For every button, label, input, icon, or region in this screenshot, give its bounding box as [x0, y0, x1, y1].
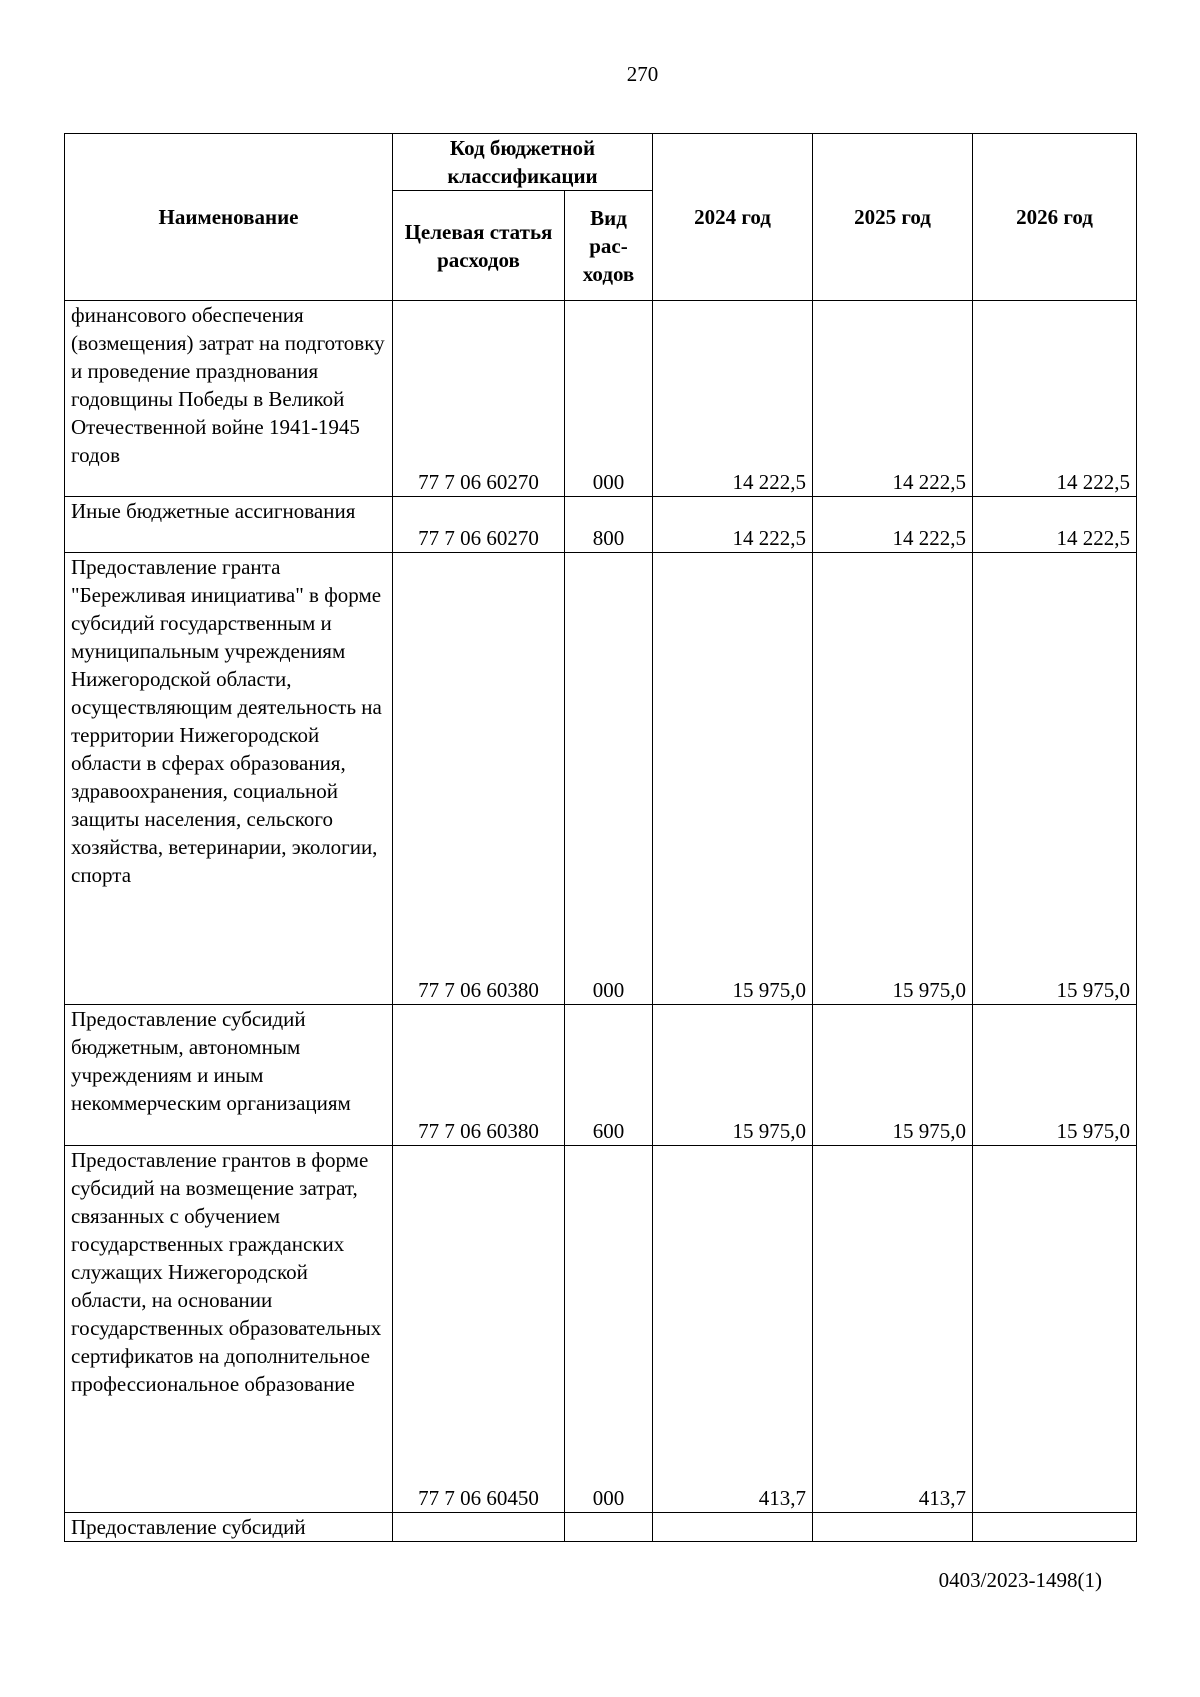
row-2026: 14 222,5 — [973, 497, 1137, 553]
row-kind: 000 — [565, 1146, 653, 1513]
row-2024: 14 222,5 — [653, 301, 813, 497]
row-2025: 413,7 — [813, 1146, 973, 1513]
page-number: 270 — [626, 62, 659, 86]
row-2024: 15 975,0 — [653, 1005, 813, 1146]
row-2025: 15 975,0 — [813, 1005, 973, 1146]
row-2026: 15 975,0 — [973, 553, 1137, 1005]
row-2024: 15 975,0 — [653, 553, 813, 1005]
header-budget-code: Код бюджетной классификации — [393, 134, 653, 191]
row-name: Предоставление субсидий бюджетным, автономным учреждениям и иным некоммерческим организациям — [65, 1005, 393, 1146]
row-name: Предоставление субсидий — [65, 1513, 393, 1542]
header-name: Наименование — [65, 134, 393, 301]
row-code — [393, 1513, 565, 1542]
row-code: 77 7 06 60270 — [393, 497, 565, 553]
header-2026: 2026 год — [973, 134, 1137, 301]
header-target-item: Целевая статья расходов — [393, 191, 565, 301]
table-row — [65, 1005, 1137, 1146]
table-row — [65, 1146, 1137, 1513]
row-2024: 14 222,5 — [653, 497, 813, 553]
row-2026: 15 975,0 — [973, 1005, 1137, 1146]
document-code: 0403/2023-1498(1) — [938, 1568, 1102, 1592]
table-row — [65, 553, 1137, 1005]
row-2026: 14 222,5 — [973, 301, 1137, 497]
header-2025: 2025 год — [813, 134, 973, 301]
header-2024: 2024 год — [653, 134, 813, 301]
row-2025 — [813, 1513, 973, 1542]
header-expense-type: Вид рас-ходов — [565, 191, 653, 301]
row-name: финансового обеспечения (возмещения) затрат на подготовку и проведение празднования годовщины Победы в Великой Отечественной войне 1941-1945 годов — [65, 301, 393, 497]
row-code: 77 7 06 60380 — [393, 553, 565, 1005]
row-code: 77 7 06 60270 — [393, 301, 565, 497]
row-code: 77 7 06 60450 — [393, 1146, 565, 1513]
table-row — [65, 1513, 1137, 1542]
row-name: Предоставление грантов в форме субсидий на возмещение затрат, связанных с обучением государственных гражданских служащих Нижегородской области, на основании государственных образовательных сертификатов на дополнительное профессиональное образование — [65, 1146, 393, 1513]
row-kind: 000 — [565, 301, 653, 497]
row-2026 — [973, 1513, 1137, 1542]
row-2025: 14 222,5 — [813, 301, 973, 497]
row-kind: 000 — [565, 553, 653, 1005]
row-code: 77 7 06 60380 — [393, 1005, 565, 1146]
row-2024: 413,7 — [653, 1146, 813, 1513]
table-row — [65, 497, 1137, 553]
row-name: Предоставление гранта "Бережливая инициатива" в форме субсидий государственным и муниципальным учреждениям Нижегородской области, осуществляющим деятельность на территории Нижегородской области в сферах образования, здравоохранения, социальной защиты населения, сельского хозяйства, ветеринарии, экологии, спорта — [65, 553, 393, 1005]
row-kind: 600 — [565, 1005, 653, 1146]
row-kind — [565, 1513, 653, 1542]
table-row — [65, 301, 1137, 497]
row-2025: 15 975,0 — [813, 553, 973, 1005]
row-name: Иные бюджетные ассигнования — [65, 497, 393, 553]
row-2024 — [653, 1513, 813, 1542]
row-2026 — [973, 1146, 1137, 1513]
row-2025: 14 222,5 — [813, 497, 973, 553]
row-kind: 800 — [565, 497, 653, 553]
budget-table — [64, 133, 1137, 1542]
table-header-row — [65, 134, 1137, 191]
